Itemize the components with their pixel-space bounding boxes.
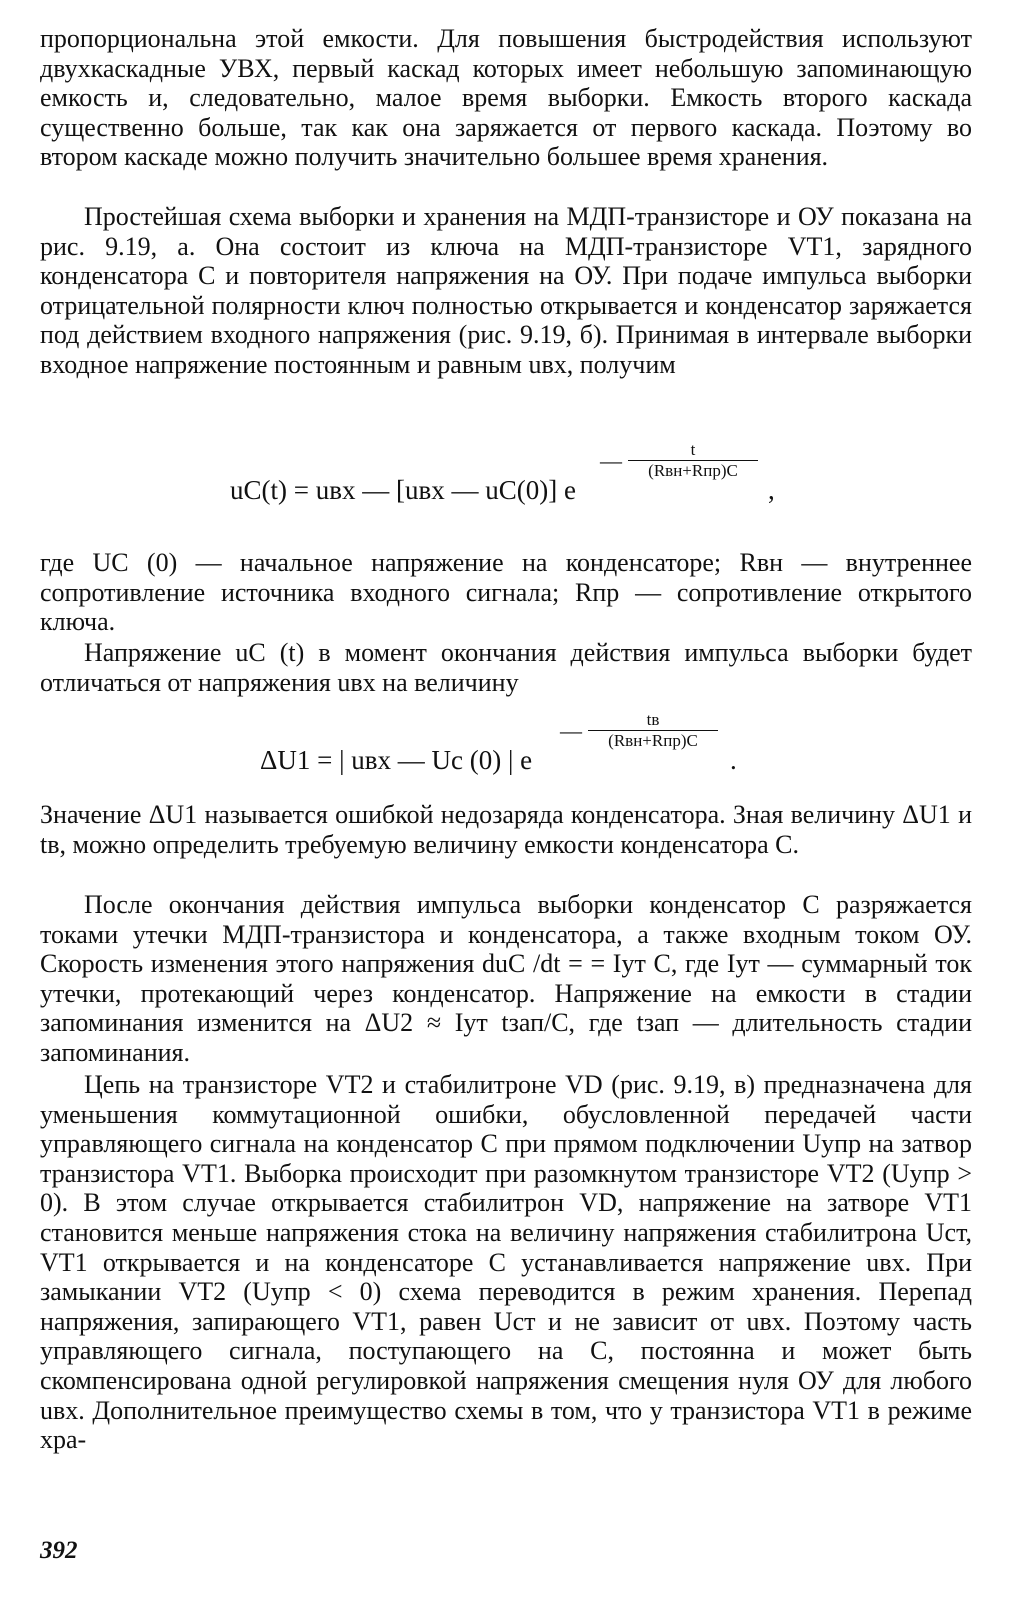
- formula-1-punctuation: ,: [768, 475, 775, 505]
- formula-2-exponent: [588, 710, 718, 751]
- formula-2-main: ΔU1 = | uвх — Uc (0) | e: [260, 745, 533, 775]
- paragraph-1: пропорциональна этой емкости. Для повышения быстродействия используют двухкаскадные УВХ, первый каскад которых имеет небольшую запоминающую емкость и, следовательно, малое время выборки. Емкость второго каскада существенно больше, так как она заряжается от первого каскада. Поэтому во втором каскаде можно получить значительно большее время хранения.: [40, 24, 972, 172]
- paragraph-6: После окончания действия импульса выборки конденсатор С разряжается токами утечки МДП-транзистора и конденсатора, а также входным током ОУ. Скорость изменения этого напряжения duC /dt = = Iут С, где Iут — суммарный ток утечки, протекающий через конденсатор. Напряжение на емкости в стадии запоминания изменится на ΔU2 ≈ Iут tзап/С, где tзап — длительность стадии запоминания.: [40, 890, 972, 1067]
- formula-1-exp-denominator: (Rвн+Rпр)C: [648, 461, 738, 480]
- formula-2-exp-numerator: tв: [646, 710, 660, 729]
- formula-1-exp-numerator: t: [690, 440, 696, 459]
- formula-undercharge-error: [40, 700, 972, 800]
- page-number: 392: [40, 1537, 78, 1564]
- paragraph-5: Значение ΔU1 называется ошибкой недозаряда конденсатора. Зная величину ΔU1 и tв, можно определить требуемую величину емкости конденсатора С.: [40, 800, 972, 859]
- paragraph-4: Напряжение uC (t) в момент окончания действия импульса выборки будет отличаться от напряжения uвх на величину: [40, 638, 972, 697]
- formula-1-exponent: [628, 440, 758, 481]
- formula-1-main: uC(t) = uвх — [uвх — uC(0)] e: [230, 475, 576, 505]
- paragraph-3: где UC (0) — начальное напряжение на конденсаторе; Rвн — внутреннее сопротивление источника входного сигнала; Rпр — сопротивление открытого ключа.: [40, 548, 972, 637]
- formula-2-exp-minus: —: [560, 718, 582, 743]
- formula-2-punctuation: .: [730, 745, 737, 775]
- formula-2-exp-denominator: (Rвн+Rпр)C: [608, 731, 698, 750]
- formula-1-exp-minus: —: [600, 448, 622, 473]
- paragraph-2: Простейшая схема выборки и хранения на МДП-транзисторе и ОУ показана на рис. 9.19, а. Она состоит из ключа на МДП-транзисторе VT1, зарядного конденсатора С и повторителя напряжения на ОУ. При подаче импульса выборки отрицательной полярности ключ полностью открывается и конденсатор заряжается под действием входного напряжения (рис. 9.19, б). Принимая в интервале выборки входное напряжение постоянным и равным uвх, получим: [40, 202, 972, 379]
- formula-charge-voltage: [40, 438, 972, 548]
- paragraph-7: Цепь на транзисторе VT2 и стабилитроне VD (рис. 9.19, в) предназначена для уменьшения коммутационной ошибки, обусловленной передачей части управляющего сигнала на конденсатор С при прямом подключении Uупр на затвор транзистора VT1. Выборка происходит при разомкнутом транзисторе VT2 (Uупр > 0). В этом случае открывается стабилитрон VD, напряжение на затворе VT1 становится меньше напряжения стока на величину напряжения стабилитрона Uст, VT1 открывается и на конденсаторе С устанавливается напряжение uвх. При замыкании VT2 (Uупр < 0) схема переводится в режим хранения. Перепад напряжения, запирающего VT1, равен Uст и не зависит от uвх. Поэтому часть управляющего сигнала, поступающего на С, постоянна и может быть скомпенсирована одной регулировкой напряжения смещения нуля ОУ для любого uвх. Дополнительное преимущество схемы в том, что у транзистора VT1 в режиме хра-: [40, 1070, 972, 1455]
